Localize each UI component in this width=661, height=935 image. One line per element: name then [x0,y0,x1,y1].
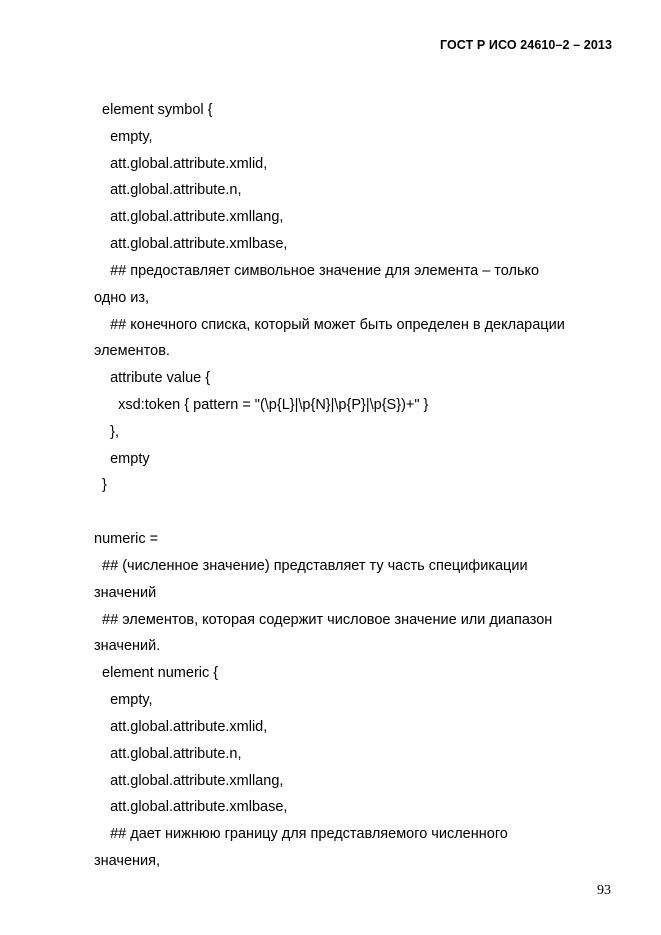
code-line: numeric = [94,531,159,547]
code-line: }, [94,424,119,440]
code-line: element numeric { [94,665,219,681]
code-line: att.global.attribute.xmlbase, [94,236,288,252]
code-line: att.global.attribute.xmllang, [94,209,284,225]
code-line: empty, [94,129,153,145]
code-line: значений. [94,638,161,654]
code-line: ## дает нижнюю границу для представляемого численного [94,826,508,842]
document-header: ГОСТ Р ИСО 24610–2 – 2013 [439,38,612,52]
code-line: att.global.attribute.xmlid, [94,156,268,172]
code-line: empty [94,451,150,467]
code-line: значений [94,585,157,601]
code-line: ## (численное значение) представляет ту часть спецификации [94,558,528,574]
code-line: ## элементов, которая содержит числовое значение или диапазон [94,612,553,628]
code-line: att.global.attribute.n, [94,182,242,198]
code-line: } [94,477,107,493]
code-line: значения, [94,853,161,869]
code-line: attribute value { [94,370,211,386]
code-line: одно из, [94,290,150,306]
code-line: att.global.attribute.xmllang, [94,773,284,789]
code-line: att.global.attribute.n, [94,746,242,762]
code-line: ## конечного списка, который может быть определен в декларации [94,317,565,333]
code-line: xsd:token { pattern = "(\p{L}|\p{N}|\p{P}|\p{S})+" } [94,397,429,413]
code-line: att.global.attribute.xmlid, [94,719,268,735]
code-line: ## предоставляет символьное значение для элемента – только [94,263,540,279]
code-line: att.global.attribute.xmlbase, [94,799,288,815]
code-line: элементов. [94,343,170,359]
code-line: element symbol { [94,102,213,118]
page-number: 93 [597,883,611,898]
code-line: empty, [94,692,153,708]
